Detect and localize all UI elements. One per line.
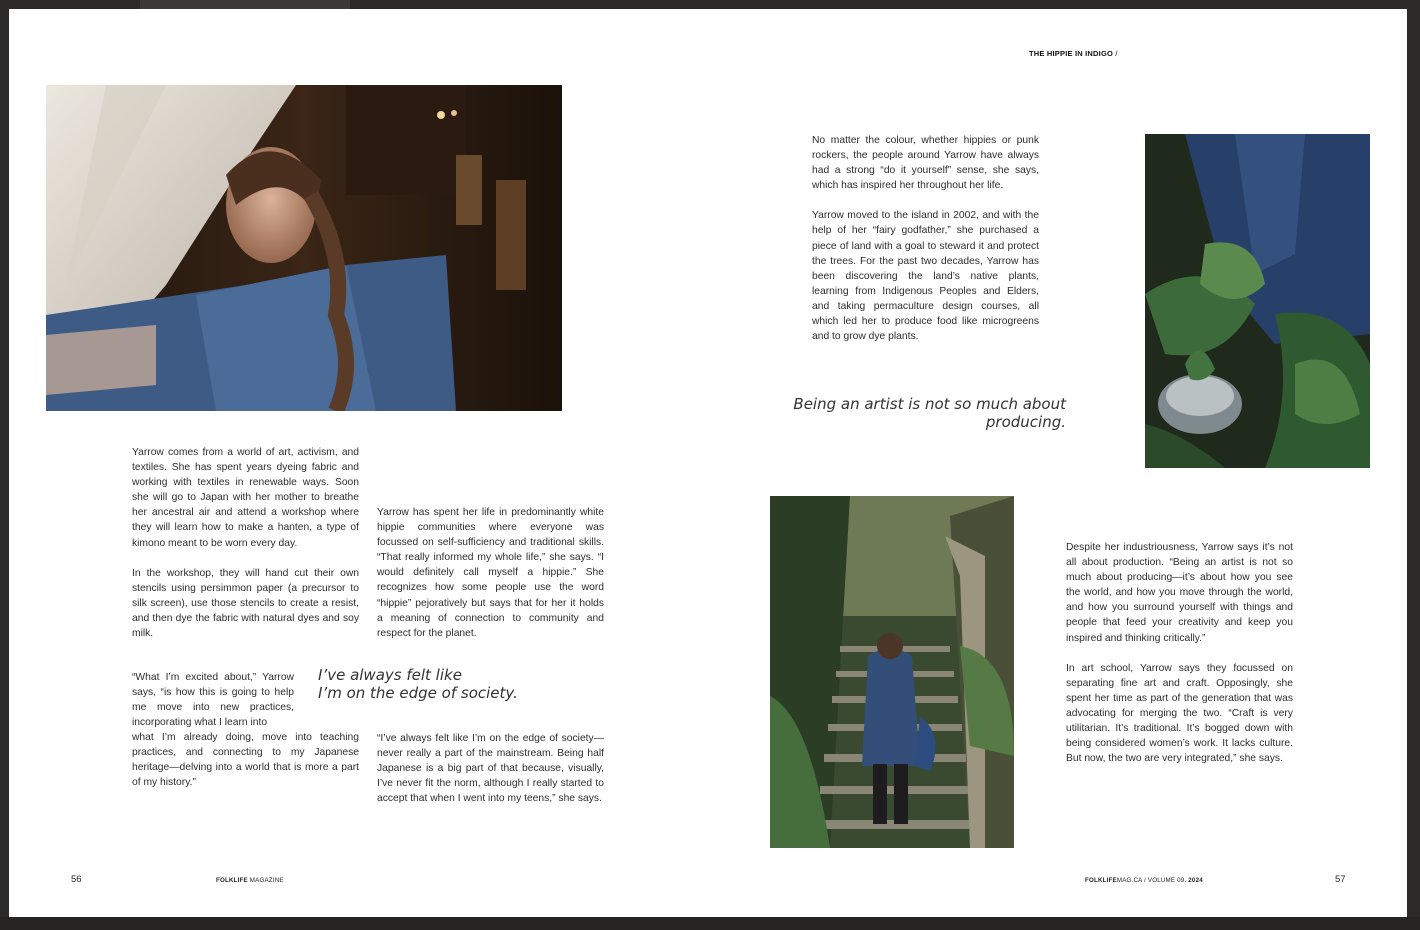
right-column-bottom xyxy=(1066,540,1293,781)
footer-volume: VOLUME 09. xyxy=(1147,877,1189,884)
footer-brand: FOLKLIFE xyxy=(216,877,248,884)
garden-photo xyxy=(1145,134,1370,468)
footer-site: MAG.CA xyxy=(1116,877,1143,884)
pull-quote-line: I’ve always felt like xyxy=(318,666,462,684)
header-slash: / xyxy=(1115,49,1118,58)
footer-year: 2024 xyxy=(1188,877,1203,884)
article-title: THE HIPPIE IN INDIGO xyxy=(1029,49,1114,58)
left-column-1-wrap xyxy=(132,670,294,730)
footer-magazine xyxy=(216,877,284,884)
page-number-right: 57 xyxy=(1335,874,1346,885)
left-column-1 xyxy=(132,445,359,656)
paragraph: what I’m already doing, move into teaching practices, and connecting to my Japanese heritage—delving into a world that is more a part of my history.” xyxy=(132,732,359,789)
article-header xyxy=(1029,49,1118,58)
pull-quote-left xyxy=(318,666,518,702)
right-column-top xyxy=(812,133,1039,359)
paragraph: In art school, Yarrow says they focussed on separating fine art and craft. Opposingly, she spent her time as part of the generation that was advocating for merging the two. “Craft is very utilitarian. It’s traditional. It’s bogged down with being considered women’s work. It lacks culture. But now, the two are very integrated,” she says. xyxy=(1066,662,1293,765)
stairs-photo xyxy=(770,496,1014,848)
footer-text: MAGAZINE xyxy=(247,877,284,884)
paragraph: “What I’m excited about,” Yarrow says, “is how this is going to help me move into new practices, incorporating what I learn into xyxy=(132,672,294,729)
footer-website xyxy=(1085,877,1203,884)
pull-quote-line: I’m on the edge of society. xyxy=(318,684,518,702)
paragraph: No matter the colour, whether hippies or punk rockers, the people around Yarrow have always had a strong “do it yourself” sense, she says, which has inspired her throughout her life. xyxy=(812,135,1039,192)
paragraph: Yarrow comes from a world of art, activism, and textiles. She has spent years dyeing fabric and working with textiles in renewable ways. Soon she will go to Japan with her mother to breathe her ancestral air and attend a workshop where they will learn how to make a hanten, a type of kimono meant to be worn every day. xyxy=(132,447,359,549)
paragraph: “I’ve always felt like I’m on the edge of society—never really a part of the mainstream. Being half Japanese is a big part of that because, visually, I’ve never fit the norm, although I really started to accept that when I went into my teens,” she says. xyxy=(377,733,604,805)
footer-separator: / xyxy=(1142,877,1148,884)
pull-quote-right xyxy=(774,395,1066,431)
pull-quote-line: producing. xyxy=(985,413,1066,431)
left-column-2 xyxy=(377,505,604,656)
left-column-1-tail xyxy=(132,730,359,805)
left-column-2-tail xyxy=(377,731,604,821)
footer-brand: FOLKLIFE xyxy=(1085,877,1117,884)
paragraph: Yarrow has spent her life in predominantly white hippie communities where everyone was focussed on self-sufficiency and traditional skills. “That really informed my whole life,” she says. “I would definitely call myself a hippie.” She recognizes how some people use the word “hippie” pejoratively but says that for her it holds a meaning of connection to community and respect for the planet. xyxy=(377,507,604,639)
magazine-spread xyxy=(9,9,1407,917)
paragraph: Yarrow moved to the island in 2002, and with the help of her “fairy godfather,” she purchased a piece of land with a goal to steward it and protect the trees. For the past two decades, Yarrow has been discovering the land’s native plants, learning from Indigenous Peoples and Elders, and taking permaculture design courses, all which led her to produce food like microgreens and to grow dye plants. xyxy=(812,210,1039,343)
paragraph: Despite her industriousness, Yarrow says it’s not all about production. “Being an artist is not so much about producing—it’s about how you see the world, and how you move through the world, and how you surround yourself with things and people that feed your creativity and keep you inspired and thinking critically.” xyxy=(1066,542,1293,644)
page-number-left: 56 xyxy=(71,874,82,885)
portrait-photo xyxy=(46,85,562,411)
paragraph: In the workshop, they will hand cut their own stencils using persimmon paper (a precursor to silk screen), use those stencils to create a resist, and then dye the fabric with natural dyes and soy milk. xyxy=(132,567,359,640)
pull-quote-line: Being an artist is not so much about xyxy=(793,395,1066,413)
